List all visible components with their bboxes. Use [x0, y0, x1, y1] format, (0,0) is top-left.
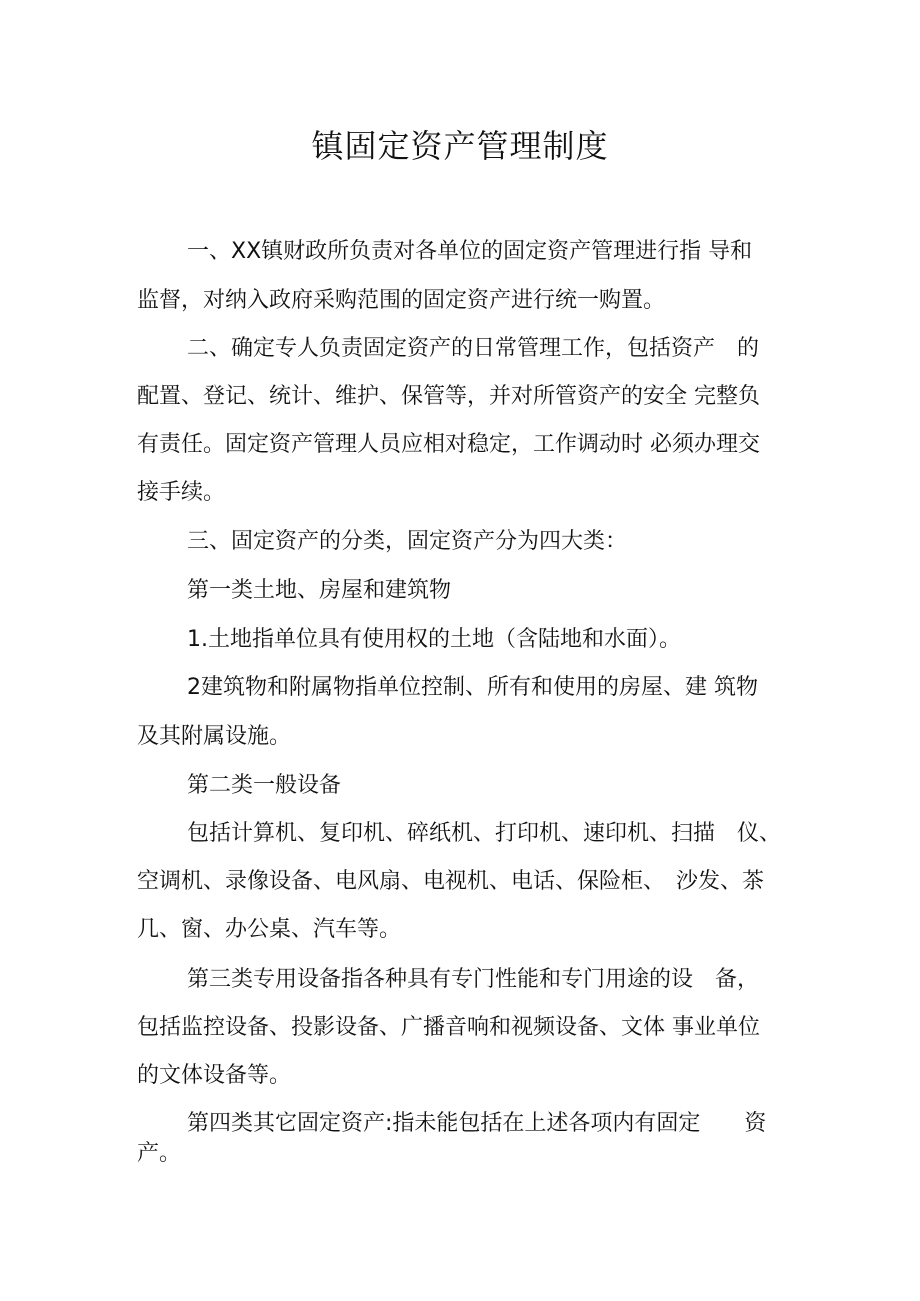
category-2-line-1: 包括计算机、复印机、碎纸机、打印机、速印机、扫描 仪、 — [187, 821, 782, 846]
category-1-item-2-line-2: 及其附属设施。 — [137, 724, 292, 749]
category-4-line-1: 第四类其它固定资产:指未能包括在上述各项内有固定 资 — [187, 1111, 767, 1136]
category-1-item-2-line-1: 2建筑物和附属物指单位控制、所有和使用的房屋、建 筑物 — [187, 675, 758, 700]
category-3-line-3: 的文体设备等。 — [137, 1063, 292, 1088]
category-3-line-2: 包括监控设备、投影设备、广播音响和视频设备、文体 事业单位 — [137, 1015, 760, 1040]
paragraph-3-line-1: 三、固定资产的分类，固定资产分为四大类： — [187, 529, 628, 554]
paragraph-2-line-2: 配置、登记、统计、维护、保管等，并对所管资产的安全 完整负 — [137, 384, 760, 409]
document-title: 镇固定资产管理制度 — [311, 127, 609, 165]
paragraph-2-line-1: 二、确定专人负责固定资产的日常管理工作，包括资产 的 — [187, 336, 760, 361]
category-2-line-2: 空调机、录像设备、电风扇、电视机、电话、保险柜、 沙发、茶 — [137, 869, 765, 894]
category-2-heading: 第二类一般设备 — [187, 773, 342, 798]
paragraph-2-line-3: 有责任。固定资产管理人员应相对稳定，工作调动时 必须办理交 — [137, 432, 760, 457]
category-4-line-2: 产。 — [137, 1141, 182, 1166]
category-2-line-3: 几、窗、办公桌、汽车等。 — [137, 917, 402, 942]
category-3-line-1: 第三类专用设备指各种具有专门性能和专门用途的设 备， — [187, 967, 760, 992]
paragraph-1-line-1: 一、XX镇财政所负责对各单位的固定资产管理进行指 导和 — [187, 239, 753, 264]
paragraph-1-line-2: 监督，对纳入政府采购范围的固定资产进行统一购置。 — [137, 288, 666, 313]
paragraph-2-line-4: 接手续。 — [137, 480, 226, 505]
category-1-item-1: 1.土地指单位具有使用权的土地（含陆地和水面）。 — [187, 627, 681, 652]
category-1-heading: 第一类土地、房屋和建筑物 — [187, 578, 452, 603]
